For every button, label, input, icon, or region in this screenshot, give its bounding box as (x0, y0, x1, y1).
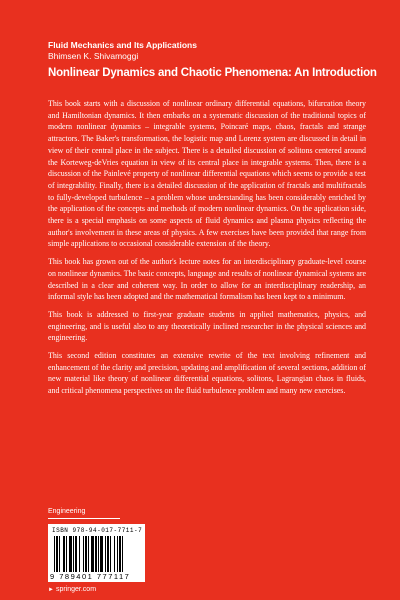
subject-label: Engineering (48, 508, 86, 515)
description-paragraph-1: This book starts with a discussion of nonlinear ordinary differential equations, bifurcation theory and Hamiltonian dynamics. It then embarks on a systematic discussion of the traditional topics of modern nonlinear dynamics – integrable systems, Poincaré maps, chaos, fractals and strange attractors. The Baker's transformation, the logistic map and Lorenz system are discussed in detail in view of their central place in the subject. There is a detailed discussion of solitons centered around the Korteweg-deVries equation in view of its central place in integrable systems. Then, there is a discussion of the Painlevé property of nonlinear differential equations which seems to provide a test of integrability. Finally, there is a detailed discussion of the application of fractals and multifractals to fully-developed turbulence – a problem whose understanding has been considerably enriched by the application of the concepts and methods of modern nonlinear dynamics. On the application side, there is a special emphasis on some aspects of fluid dynamics and plasma physics reflecting the author's involvement in these areas of physics. A few exercises have been provided that range from simple applications to occasional considerable extension of the theory. (48, 99, 366, 249)
description-paragraph-4: This second edition constitutes an extensive rewrite of the text involving refinement and enhancement of the clarity and precision, updating and amplification of several sections, addition of new material like theory of nonlinear differential equations, solitons, Lagrangian chaos in fluids, and critical phenomena perspectives on the fluid turbulence problem and many new exercises. (48, 351, 366, 396)
publisher-link[interactable] (48, 586, 96, 593)
book-title: Nonlinear Dynamics and Chaotic Phenomena: An Introduction (48, 67, 377, 79)
series-block (48, 40, 197, 62)
barcode-icon (54, 536, 140, 572)
isbn-text: ISBN 978-94-017-7711-7 (52, 527, 143, 534)
publisher-url: springer.com (55, 586, 97, 593)
arrow-icon: ► (48, 587, 54, 593)
description-paragraph-2: This book has grown out of the author's lecture notes for an interdisciplinary graduate-level course on nonlinear dynamics. The basic concepts, language and results of nonlinear dynamical systems are described in a clear and coherent way. In order to allow for an interdisciplinary readership, an informal style has been adopted and the mathematical formalism has been kept to a minimum. (48, 257, 366, 302)
series-name: Fluid Mechanics and Its Applications (48, 40, 197, 50)
author-name: Bhimsen K. Shivamoggi (48, 51, 139, 61)
barcode (48, 524, 145, 582)
description-paragraph-3: This book is addressed to first-year graduate students in applied mathematics, physics, and engineering, and is useful also to any theoretically inclined researcher in the physical sciences and engineering. (48, 309, 366, 343)
divider (48, 518, 120, 519)
barcode-digits: 9 789401 777117 (50, 572, 131, 581)
description (48, 98, 366, 403)
